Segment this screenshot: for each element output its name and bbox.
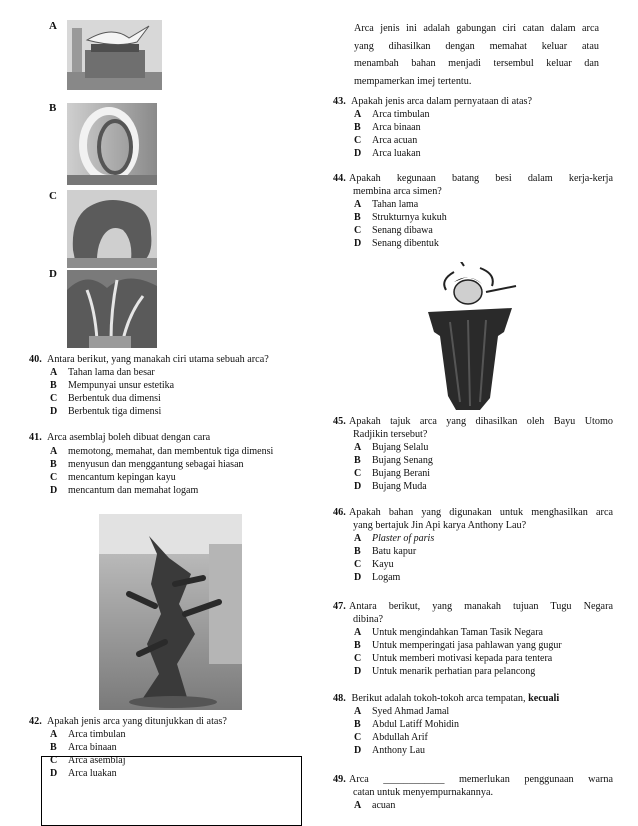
q44-option-a[interactable]: A Tahan lama: [354, 199, 419, 210]
q48-option-b[interactable]: B Abdul Latiff Mohidin: [354, 719, 460, 730]
q46-option-b[interactable]: B Batu kapur: [354, 546, 417, 557]
q42-option-b[interactable]: B Arca binaan: [50, 742, 117, 753]
question-text-cont: yang bertajuk Jin Api karya Anthony Lau?: [353, 519, 527, 531]
q46-option-c[interactable]: C Kayu: [354, 559, 394, 570]
q47-option-b[interactable]: B Untuk memperingati jasa pahlawan yang gugur: [354, 640, 562, 651]
q46-option-d[interactable]: D Logam: [354, 572, 401, 583]
question-text: Apakah jenis arca yang ditunjukkan di atas?: [46, 716, 227, 727]
image-label-a: A: [49, 20, 57, 32]
sculpture-photo-c: [67, 190, 157, 268]
question-number: 46.: [333, 507, 346, 518]
question-46: [333, 507, 613, 532]
question-41: [29, 432, 210, 445]
question-number: 47.: [333, 601, 346, 612]
question-44: [333, 173, 613, 198]
assemblage-sculpture-photo: [99, 514, 242, 710]
q47-option-c[interactable]: C Untuk memberi motivasi kepada para tentera: [354, 653, 553, 664]
question-number: 40.: [29, 354, 42, 365]
question-number: 45.: [333, 416, 346, 427]
question-text-cont: Radjikin tersebut?: [353, 428, 428, 440]
question-48: [333, 693, 559, 706]
question-number: 41.: [29, 432, 42, 443]
question-43: [333, 96, 532, 109]
question-text: Antara berikut, yang manakah ciri utama sebuah arca?: [46, 354, 269, 365]
question-49: [333, 774, 613, 799]
question-40: [29, 354, 269, 367]
question-text: Arca ____________ memerlukan penggunaan warna: [349, 774, 613, 785]
q48-option-c[interactable]: C Abdullah Arif: [354, 732, 428, 743]
intro-line: mempamerkan imej tertentu.: [354, 75, 472, 87]
q41-option-c[interactable]: C mencantum kepingan kayu: [50, 472, 176, 483]
q43-option-c[interactable]: C Arca acuan: [354, 135, 418, 146]
q48-option-a[interactable]: A Syed Ahmad Jamal: [354, 706, 450, 717]
question-text: Berikut adalah tokoh-tokoh arca tempatan,: [351, 693, 526, 704]
q44-option-d[interactable]: D Senang dibentuk: [354, 238, 439, 249]
q45-option-b[interactable]: B Bujang Senang: [354, 455, 433, 466]
q44-option-b[interactable]: B Strukturnya kukuh: [354, 212, 447, 223]
q42-option-d[interactable]: D Arca luakan: [50, 768, 117, 779]
intro-statement: [354, 20, 599, 90]
question-number: 43.: [333, 96, 346, 107]
question-text: Apakah jenis arca dalam pernyataan di atas?: [350, 96, 533, 107]
bujang-sculpture-photo: [420, 262, 520, 412]
question-number: 42.: [29, 716, 42, 727]
intro-line: menambah bahan menjadi tersembul keluar dan: [354, 58, 599, 69]
q46-option-a[interactable]: A Plaster of paris: [354, 533, 435, 544]
question-text-cont: catan untuk menyempurnakannya.: [353, 786, 494, 798]
question-text: Apakah kegunaan batang besi dalam kerja-kerja: [349, 173, 613, 184]
question-emphasis: kecuali: [528, 693, 560, 704]
q44-option-c[interactable]: C Senang dibawa: [354, 225, 433, 236]
image-label-b: B: [49, 102, 57, 114]
answer-box: [41, 756, 302, 826]
question-text-cont: dibina?: [353, 613, 383, 625]
q40-option-c[interactable]: C Berbentuk dua dimensi: [50, 393, 161, 404]
q41-option-a[interactable]: A memotong, memahat, dan membentuk tiga dimensi: [50, 446, 274, 457]
q41-option-b[interactable]: B menyusun dan menggantung sebagai hiasan: [50, 459, 244, 470]
image-label-c: C: [49, 190, 57, 202]
sculpture-photo-a: [67, 20, 162, 90]
question-42: [29, 716, 227, 729]
question-text: Apakah bahan yang digunakan untuk menghasilkan arca: [349, 507, 613, 518]
q45-option-a[interactable]: A Bujang Selalu: [354, 442, 429, 453]
q40-option-b[interactable]: B Mempunyai unsur estetika: [50, 380, 175, 391]
question-number: 48.: [333, 693, 346, 704]
q45-option-c[interactable]: C Bujang Berani: [354, 468, 431, 479]
q47-option-d[interactable]: D Untuk menarik perhatian para pelancong: [354, 666, 536, 677]
question-45: [333, 416, 613, 441]
q42-option-a[interactable]: A Arca timbulan: [50, 729, 126, 740]
question-text: Arca asemblaj boleh dibuat dengan cara: [46, 432, 211, 443]
q48-option-d[interactable]: D Anthony Lau: [354, 745, 426, 756]
question-number: 49.: [333, 774, 346, 785]
q43-option-a[interactable]: A Arca timbulan: [354, 109, 430, 120]
q41-option-d[interactable]: D mencantum dan memahat logam: [50, 485, 199, 496]
sculpture-photo-d: [67, 270, 157, 348]
q47-option-a[interactable]: A Untuk mengindahkan Taman Tasik Negara: [354, 627, 543, 638]
question-47: [333, 601, 613, 626]
image-label-d: D: [49, 268, 57, 280]
intro-line: Arca jenis ini adalah gabungan ciri catan dalam arca: [354, 23, 599, 34]
q40-option-d[interactable]: D Berbentuk tiga dimensi: [50, 406, 162, 417]
q49-option-a[interactable]: A acuan: [354, 800, 396, 811]
question-number: 44.: [333, 173, 346, 184]
sculpture-photo-b: [67, 103, 157, 185]
q45-option-d[interactable]: D Bujang Muda: [354, 481, 427, 492]
intro-line: yang dihasilkan dengan memahat keluar atau: [354, 40, 599, 52]
q40-option-a[interactable]: A Tahan lama dan besar: [50, 367, 155, 378]
q42-option-c[interactable]: C Arca asemblaj: [50, 755, 126, 766]
q43-option-d[interactable]: D Arca luakan: [354, 148, 421, 159]
question-text: Apakah tajuk arca yang dihasilkan oleh Bayu Utomo: [349, 416, 613, 427]
q43-option-b[interactable]: B Arca binaan: [354, 122, 421, 133]
question-text-cont: membina arca simen?: [353, 185, 442, 197]
question-text: Antara berikut, yang manakah tujuan Tugu Negara: [349, 601, 613, 612]
